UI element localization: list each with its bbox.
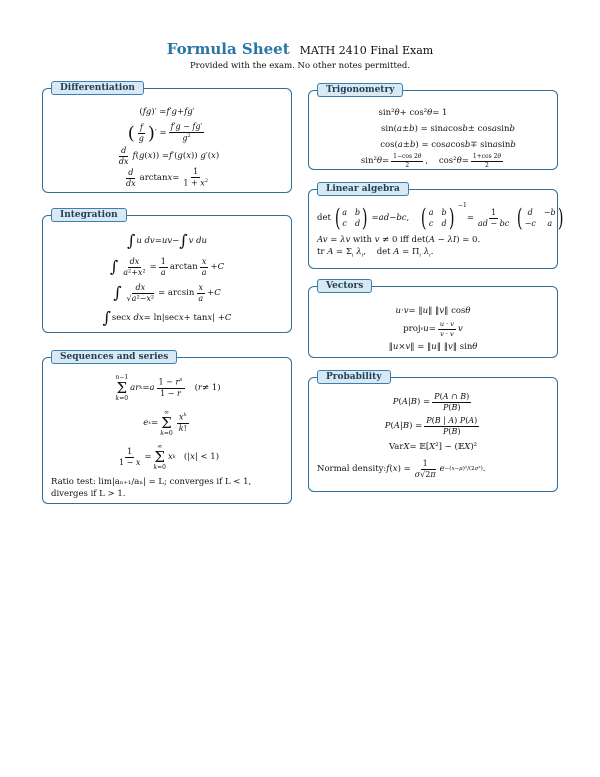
page-header bbox=[0, 40, 600, 71]
sequences-card bbox=[42, 352, 292, 504]
linear-algebra-card bbox=[308, 184, 564, 269]
determinant-inverse: det ( a b c d ) = ad − bc , ( a b c d ) $^{-1}$ = $\frac{1}{ad - bc}$ ( d −b −c a ) bbox=[317, 202, 564, 232]
cross-product-magnitude: ‖ u × v ‖ = ‖ u ‖ ‖ v ‖ sin θ bbox=[388, 342, 478, 352]
trigonometry-label: Trigonometry bbox=[317, 83, 403, 97]
title-line bbox=[0, 40, 600, 58]
integration-formulas bbox=[51, 228, 283, 330]
arctan-derivative: $\frac{d}{dx}$ arctan x = $\frac{1}{1 + x^2}$ bbox=[125, 167, 208, 188]
sequences-formulas bbox=[51, 370, 283, 500]
linear-algebra-label: Linear algebra bbox=[317, 182, 409, 196]
product-rule: ( fg )′ = f ′ g + fg ′ bbox=[139, 107, 195, 117]
secant-integral: ∫ sec x dx = ln|sec x + tan x | + C bbox=[102, 308, 232, 327]
variance-formula: Var X = 𝔼[ X ²] − (𝔼 X )² bbox=[388, 442, 478, 452]
pythagorean-identity: sin² θ + cos² θ = 1 bbox=[378, 108, 448, 118]
normal-density: Normal density: f ( x ) = $\frac{1}{\sigma√2\pi}$ e −(x−μ)²/(2σ²) . bbox=[317, 458, 486, 479]
integration-label: Integration bbox=[51, 208, 127, 222]
arctan-integral: ∫ $\frac{dx}{\text{a²+x²}}$ = $\frac{1}{a}$ arctan $\frac{x}{a}$ + C bbox=[109, 256, 225, 277]
linear-algebra-formulas bbox=[317, 202, 564, 262]
eigenvalue-condition: Av = λv with v ≠ 0 iff det(A − λI) = 0. bbox=[317, 235, 481, 245]
page-title: Formula Sheet bbox=[166, 40, 290, 58]
sequences-label: Sequences and series bbox=[51, 350, 177, 364]
differentiation-card bbox=[42, 83, 292, 193]
probability-label: Probability bbox=[317, 370, 391, 384]
integration-by-parts: ∫ u dv = uv − ∫ v du bbox=[126, 231, 208, 250]
probability-formulas bbox=[317, 390, 549, 482]
exponential-series: e x = ∞ Σ k=0 $\frac{x^k}{k!}$ bbox=[143, 408, 187, 437]
bayes-rule: P ( A | B ) = $\frac{P(B | A) P(A)}{P(B)}$ bbox=[384, 415, 478, 436]
half-angle: sin² θ = $\frac{1-\cos 2\theta}{2}$ , cos² θ = $\frac{1+\cos 2\theta}{2}$ bbox=[360, 152, 502, 169]
vectors-label: Vectors bbox=[317, 279, 372, 293]
trace-determinant: tr $A = \Sigma_i$ $\lambda_i$, $\det A = \Pi_i$ $\lambda_i$. bbox=[317, 247, 434, 259]
trigonometry-formulas bbox=[317, 105, 549, 169]
differentiation-label: Differentiation bbox=[51, 81, 144, 95]
geometric-series: $\frac{1}{1 - x}$ = ∞ Σ k=0 x k (| x | < 1) bbox=[118, 442, 220, 471]
arcsin-integral: ∫ $\frac{dx}{\text{√a²−x²}}$ = arcsin $\frac{x}{a}$ + C bbox=[113, 282, 221, 303]
course-name: MATH 2410 Final Exam bbox=[299, 44, 434, 57]
chain-rule: $\frac{d}{dx}$ f ( g ( x )) = f ′( g ( x )) g ′( x ) bbox=[118, 145, 220, 166]
cosine-sum: cos( a ± b ) = cos a cos b ∓ sin a sin b bbox=[380, 140, 516, 150]
quotient-rule: ( $\frac{f}{g}$ ) ′ = $\frac{f'g - fg'}{g^2}$ bbox=[127, 122, 203, 144]
integration-card bbox=[42, 210, 292, 333]
vectors-card bbox=[308, 281, 558, 358]
conditional-probability: P ( A | B ) = $\frac{P(A \cap B)}{P(B)}$ bbox=[392, 391, 470, 412]
vectors-formulas bbox=[317, 303, 549, 355]
geometric-sum: n−1 Σ k=0 ar k = a $\frac{1 - r^n}{1 - r}$ ( r ≠ 1) bbox=[115, 373, 221, 402]
vector-projection: proj v u = $\frac{u \cdot v}{v \cdot v}$ v bbox=[403, 320, 463, 338]
probability-card bbox=[308, 372, 558, 492]
sine-sum: sin( a ± b ) = sin a cos b ± cos a sin b bbox=[381, 124, 515, 134]
trigonometry-card bbox=[308, 85, 558, 170]
differentiation-formulas bbox=[51, 103, 283, 189]
ratio-test: Ratio test: lim|aₙ₊₁/aₙ| = L; converges if L < 1, diverges if L > 1. bbox=[51, 477, 252, 499]
dot-product: u · v = ‖ u ‖ ‖ v ‖ cos θ bbox=[395, 306, 471, 316]
page-subtitle: Provided with the exam. No other notes permitted. bbox=[189, 61, 411, 71]
